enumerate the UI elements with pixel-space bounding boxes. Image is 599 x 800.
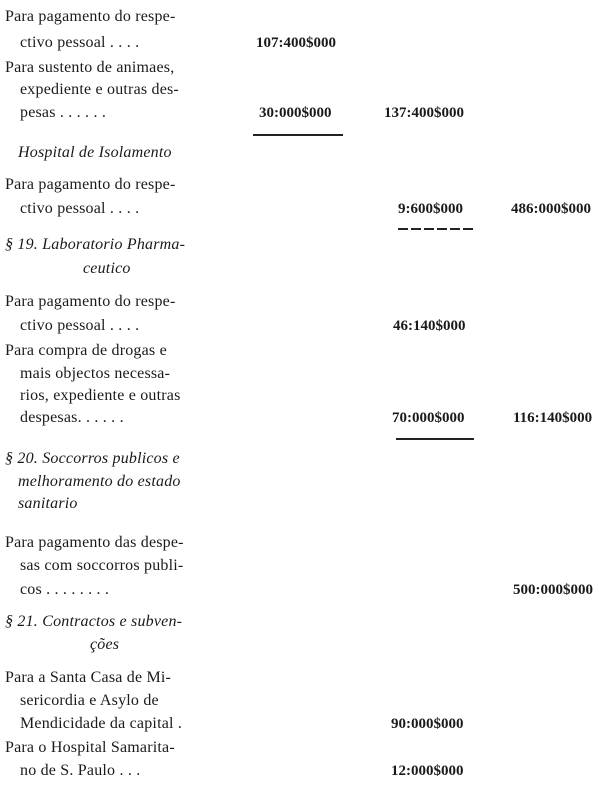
entry-line: ctivo pessoal . . . .: [20, 317, 140, 334]
entry-line: rios, expediente e outras: [20, 387, 181, 404]
entry-line: Para compra de drogas e: [5, 342, 167, 359]
entry-line: cos . . . . . . . .: [20, 581, 110, 598]
entry-line: sas com soccorros publi-: [20, 557, 184, 574]
amount: 70:000$000: [392, 410, 465, 426]
amount: 137:400$000: [384, 105, 464, 121]
amount: 116:140$000: [513, 410, 593, 426]
subtotal-rule: [253, 134, 343, 136]
section-heading: melhoramento do estado: [18, 473, 181, 490]
subtotal-rule: [398, 228, 474, 230]
entry-line: Para pagamento do respe-: [5, 176, 176, 193]
subtotal-rule: [396, 438, 474, 440]
amount: 486:000$000: [511, 201, 591, 217]
section-heading: § 20. Soccorros publicos e: [5, 450, 180, 467]
amount: 12:000$000: [391, 763, 464, 779]
entry-line: Para sustento de animaes,: [5, 59, 175, 76]
amount: 500:000$000: [513, 582, 593, 598]
amount: 90:000$000: [391, 716, 464, 732]
section-heading: ções: [90, 636, 120, 653]
entry-line: expediente e outras des-: [20, 81, 179, 98]
entry-line: Para pagamento do respe-: [5, 8, 176, 25]
entry-line: Para o Hospital Samarita-: [5, 739, 175, 756]
amount: 30:000$000: [259, 105, 332, 121]
section-heading: sanitario: [18, 495, 78, 512]
entry-line: Para pagamento do respe-: [5, 293, 176, 310]
section-heading: ceutico: [83, 260, 131, 277]
section-heading: Hospital de Isolamento: [18, 144, 172, 161]
entry-line: ctivo pessoal . . . .: [20, 34, 140, 51]
entry-line: despesas. . . . . .: [20, 409, 124, 426]
amount: 107:400$000: [256, 35, 336, 51]
entry-line: ctivo pessoal . . . .: [20, 200, 140, 217]
entry-line: pesas . . . . . .: [20, 104, 107, 121]
entry-line: mais objectos necessa-: [20, 365, 171, 382]
amount: 46:140$000: [393, 318, 466, 334]
amount: 9:600$000: [398, 201, 463, 217]
entry-line: sericordia e Asylo de: [20, 692, 159, 709]
section-heading: § 19. Laboratorio Pharma-: [5, 236, 186, 253]
entry-line: Para pagamento das despe-: [5, 534, 184, 551]
entry-line: no de S. Paulo . . .: [20, 762, 141, 779]
entry-line: Para a Santa Casa de Mi-: [5, 669, 172, 686]
entry-line: Mendicidade da capital .: [20, 715, 183, 732]
section-heading: § 21. Contractos e subven-: [5, 613, 183, 630]
